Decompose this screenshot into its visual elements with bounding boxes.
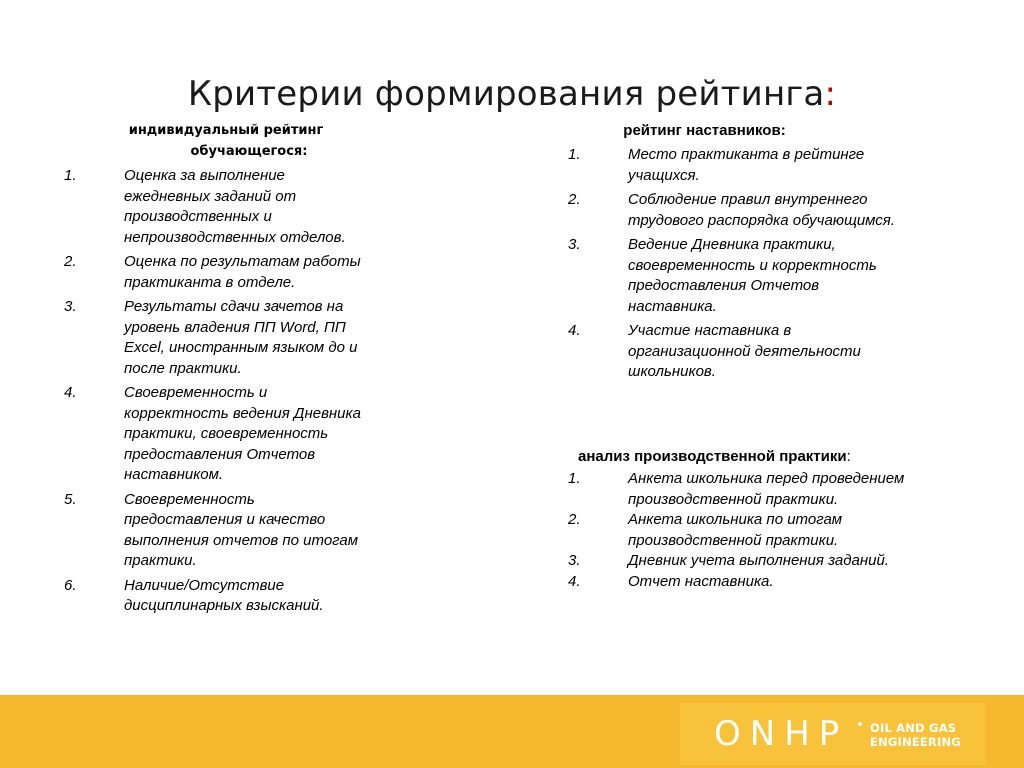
item-number: 4.	[64, 384, 77, 401]
item-text: Оценка по результатам работы практиканта в отделе.	[124, 253, 361, 291]
logo-caption-line-1: OIL AND GAS	[870, 721, 957, 735]
item-number: 1.	[568, 470, 581, 487]
list-item	[64, 490, 374, 572]
item-number: 1.	[568, 146, 581, 163]
individual-rating-heading	[76, 120, 376, 162]
logo-dot-icon	[858, 722, 862, 726]
mentor-rating-list	[568, 145, 913, 383]
item-text: Результаты сдачи зачетов на уровень владения ПП Word, ПП Excel, иностранным языком до и после практики.	[124, 298, 358, 377]
item-text: Анкета школьника перед проведением производственной практики.	[628, 470, 905, 508]
logo-letters: ONHP	[714, 714, 849, 754]
title-text: Критерии формирования рейтинга	[187, 74, 825, 114]
item-number: 3.	[568, 552, 581, 569]
list-item	[568, 145, 898, 186]
item-number: 4.	[568, 572, 581, 590]
list-item	[568, 469, 913, 510]
practice-analysis-section	[568, 446, 913, 592]
item-number: 1.	[64, 167, 77, 184]
item-number: 2.	[568, 191, 581, 208]
list-item	[64, 166, 374, 248]
item-text: Место практиканта в рейтинге учащихся.	[628, 146, 865, 184]
item-text: Ведение Дневника практики, своевременность и корректность предоставления Отчетов наставника.	[628, 236, 877, 315]
analysis-heading-colon: :	[846, 448, 851, 465]
list-item	[568, 510, 913, 551]
list-item	[64, 576, 374, 617]
item-text: Своевременность предоставления и качество выполнения отчетов по итогам практики.	[124, 490, 359, 569]
list-item	[568, 235, 898, 317]
practice-analysis-heading	[578, 446, 913, 467]
item-number: 2.	[64, 253, 77, 270]
list-item	[568, 321, 898, 383]
item-text: Оценка за выполнение ежедневных заданий от производственных и непроизводственных отделов.	[124, 167, 346, 246]
item-text: Своевременность и корректность ведения Дневника практики, своевременность предоставления Отчетов наставником.	[124, 384, 361, 483]
mentor-rating-heading: рейтинг наставников:	[623, 122, 786, 139]
list-item	[568, 572, 913, 593]
item-text: Участие наставника в организационной деятельности школьников.	[628, 322, 861, 380]
item-number: 4.	[568, 322, 581, 339]
item-text: Отчет наставника.	[628, 572, 774, 590]
item-number: 5.	[64, 490, 77, 508]
item-number: 2.	[568, 511, 581, 528]
item-text: Наличие/Отсутствие дисциплинарных взысканий.	[124, 576, 324, 614]
heading-line-1: индивидуальный рейтинг	[128, 123, 324, 138]
item-number: 6.	[64, 576, 77, 594]
analysis-heading-text: анализ производственной практики	[578, 448, 847, 465]
item-text: Дневник учета выполнения заданий.	[628, 552, 889, 569]
slide-title	[0, 74, 1024, 114]
item-text: Соблюдение правил внутреннего трудового распорядка обучающимся.	[628, 191, 895, 229]
item-text: Анкета школьника по итогам производственной практики.	[628, 511, 843, 549]
logo-caption	[870, 721, 961, 749]
practice-analysis-list	[568, 469, 913, 592]
item-number: 3.	[568, 236, 581, 253]
list-item	[568, 190, 898, 231]
logo-caption-line-2: ENGINEERING	[870, 735, 961, 749]
list-item	[64, 383, 374, 486]
mentor-rating-section	[568, 120, 913, 387]
heading-line-2: обучающегося:	[190, 144, 308, 159]
list-item	[568, 551, 913, 572]
list-item	[64, 297, 374, 379]
individual-rating-list	[64, 166, 384, 617]
title-colon: :	[824, 74, 837, 114]
list-item	[64, 252, 374, 293]
item-number: 3.	[64, 298, 77, 315]
individual-rating-section	[64, 120, 384, 621]
